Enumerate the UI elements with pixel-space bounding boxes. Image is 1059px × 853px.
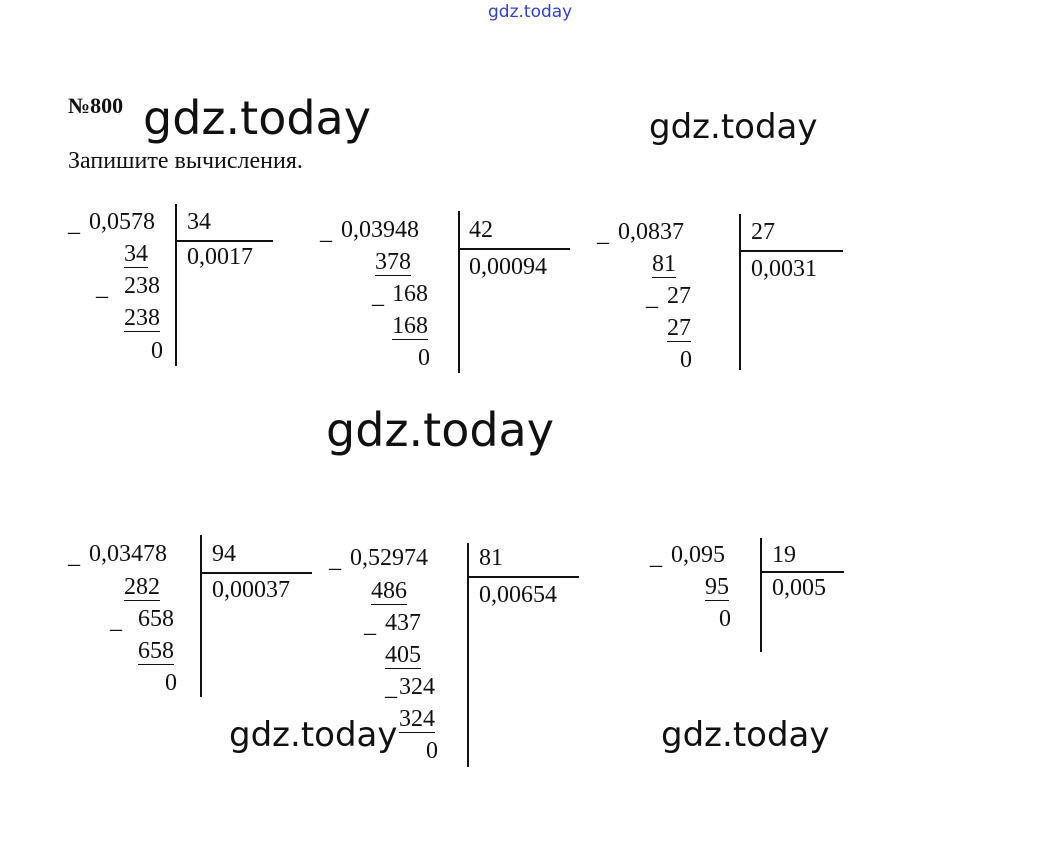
step-subtrahend: 238 [124,305,160,331]
division-vertical-line [200,535,202,697]
minus-sign: _ [385,675,397,701]
minus-sign: _ [96,275,108,301]
division-horizontal-line [458,248,570,250]
step-remainder: 437 [385,610,421,636]
minus-sign: _ [320,219,332,245]
divisor: 27 [751,219,775,245]
quotient: 0,0017 [187,244,253,270]
quotient: 0,00094 [469,254,547,280]
division-vertical-line [458,211,460,373]
step-remainder: 0 [165,670,177,696]
divisor: 34 [187,209,211,235]
minus-sign: _ [650,544,662,570]
divisor: 42 [469,217,493,243]
step-subtrahend: 168 [392,313,428,339]
task-instruction: Запишите вычисления. [68,148,303,174]
minus-sign: _ [372,283,384,309]
dividend: 0,03948 [341,217,419,243]
watermark-center: gdz.today [326,403,554,457]
dividend: 0,0578 [89,209,155,235]
step-subtrahend: 324 [399,706,435,732]
division-vertical-line [760,538,762,652]
step-remainder: 238 [124,273,160,299]
division-vertical-line [739,214,741,370]
step-remainder: 324 [399,674,435,700]
division-horizontal-line [467,576,579,578]
minus-sign: _ [646,285,658,311]
step-subtrahend: 27 [667,315,691,341]
step-remainder: 658 [138,606,174,632]
step-subtrahend: 81 [652,251,676,277]
minus-sign: _ [110,608,122,634]
watermark-right: gdz.today [649,107,818,147]
divisor: 19 [772,542,796,568]
minus-sign: _ [597,221,609,247]
step-remainder: 0 [151,338,163,364]
watermark-top: gdz.today [488,2,573,22]
divisor: 81 [479,545,503,571]
step-subtrahend: 486 [371,578,407,604]
step-subtrahend: 405 [385,642,421,668]
dividend: 0,0837 [618,219,684,245]
step-subtrahend: 658 [138,638,174,664]
quotient: 0,00037 [212,577,290,603]
watermark-bottom-right: gdz.today [661,715,830,755]
quotient: 0,0031 [751,256,817,282]
dividend: 0,52974 [350,545,428,571]
minus-sign: _ [329,547,341,573]
task-number: №800 [68,93,124,118]
quotient: 0,005 [772,575,826,601]
dividend: 0,095 [671,542,725,568]
step-remainder: 168 [392,281,428,307]
watermark-header: gdz.today [143,91,371,145]
division-horizontal-line [200,572,312,574]
step-remainder: 0 [426,738,438,764]
minus-sign: _ [364,612,376,638]
minus-sign: _ [68,543,80,569]
step-subtrahend: 282 [124,574,160,600]
minus-sign: _ [68,211,80,237]
watermark-bottom-left: gdz.today [229,715,398,755]
step-remainder: 0 [680,347,692,373]
division-horizontal-line [760,571,844,573]
step-subtrahend: 378 [375,249,411,275]
step-subtrahend: 34 [124,241,148,267]
step-remainder: 0 [418,345,430,371]
step-remainder: 0 [719,606,731,632]
division-horizontal-line [739,250,843,252]
quotient: 0,00654 [479,582,557,608]
division-horizontal-line [175,240,273,242]
divisor: 94 [212,541,236,567]
division-vertical-line [175,204,177,366]
step-remainder: 27 [667,283,691,309]
step-subtrahend: 95 [705,574,729,600]
dividend: 0,03478 [89,541,167,567]
